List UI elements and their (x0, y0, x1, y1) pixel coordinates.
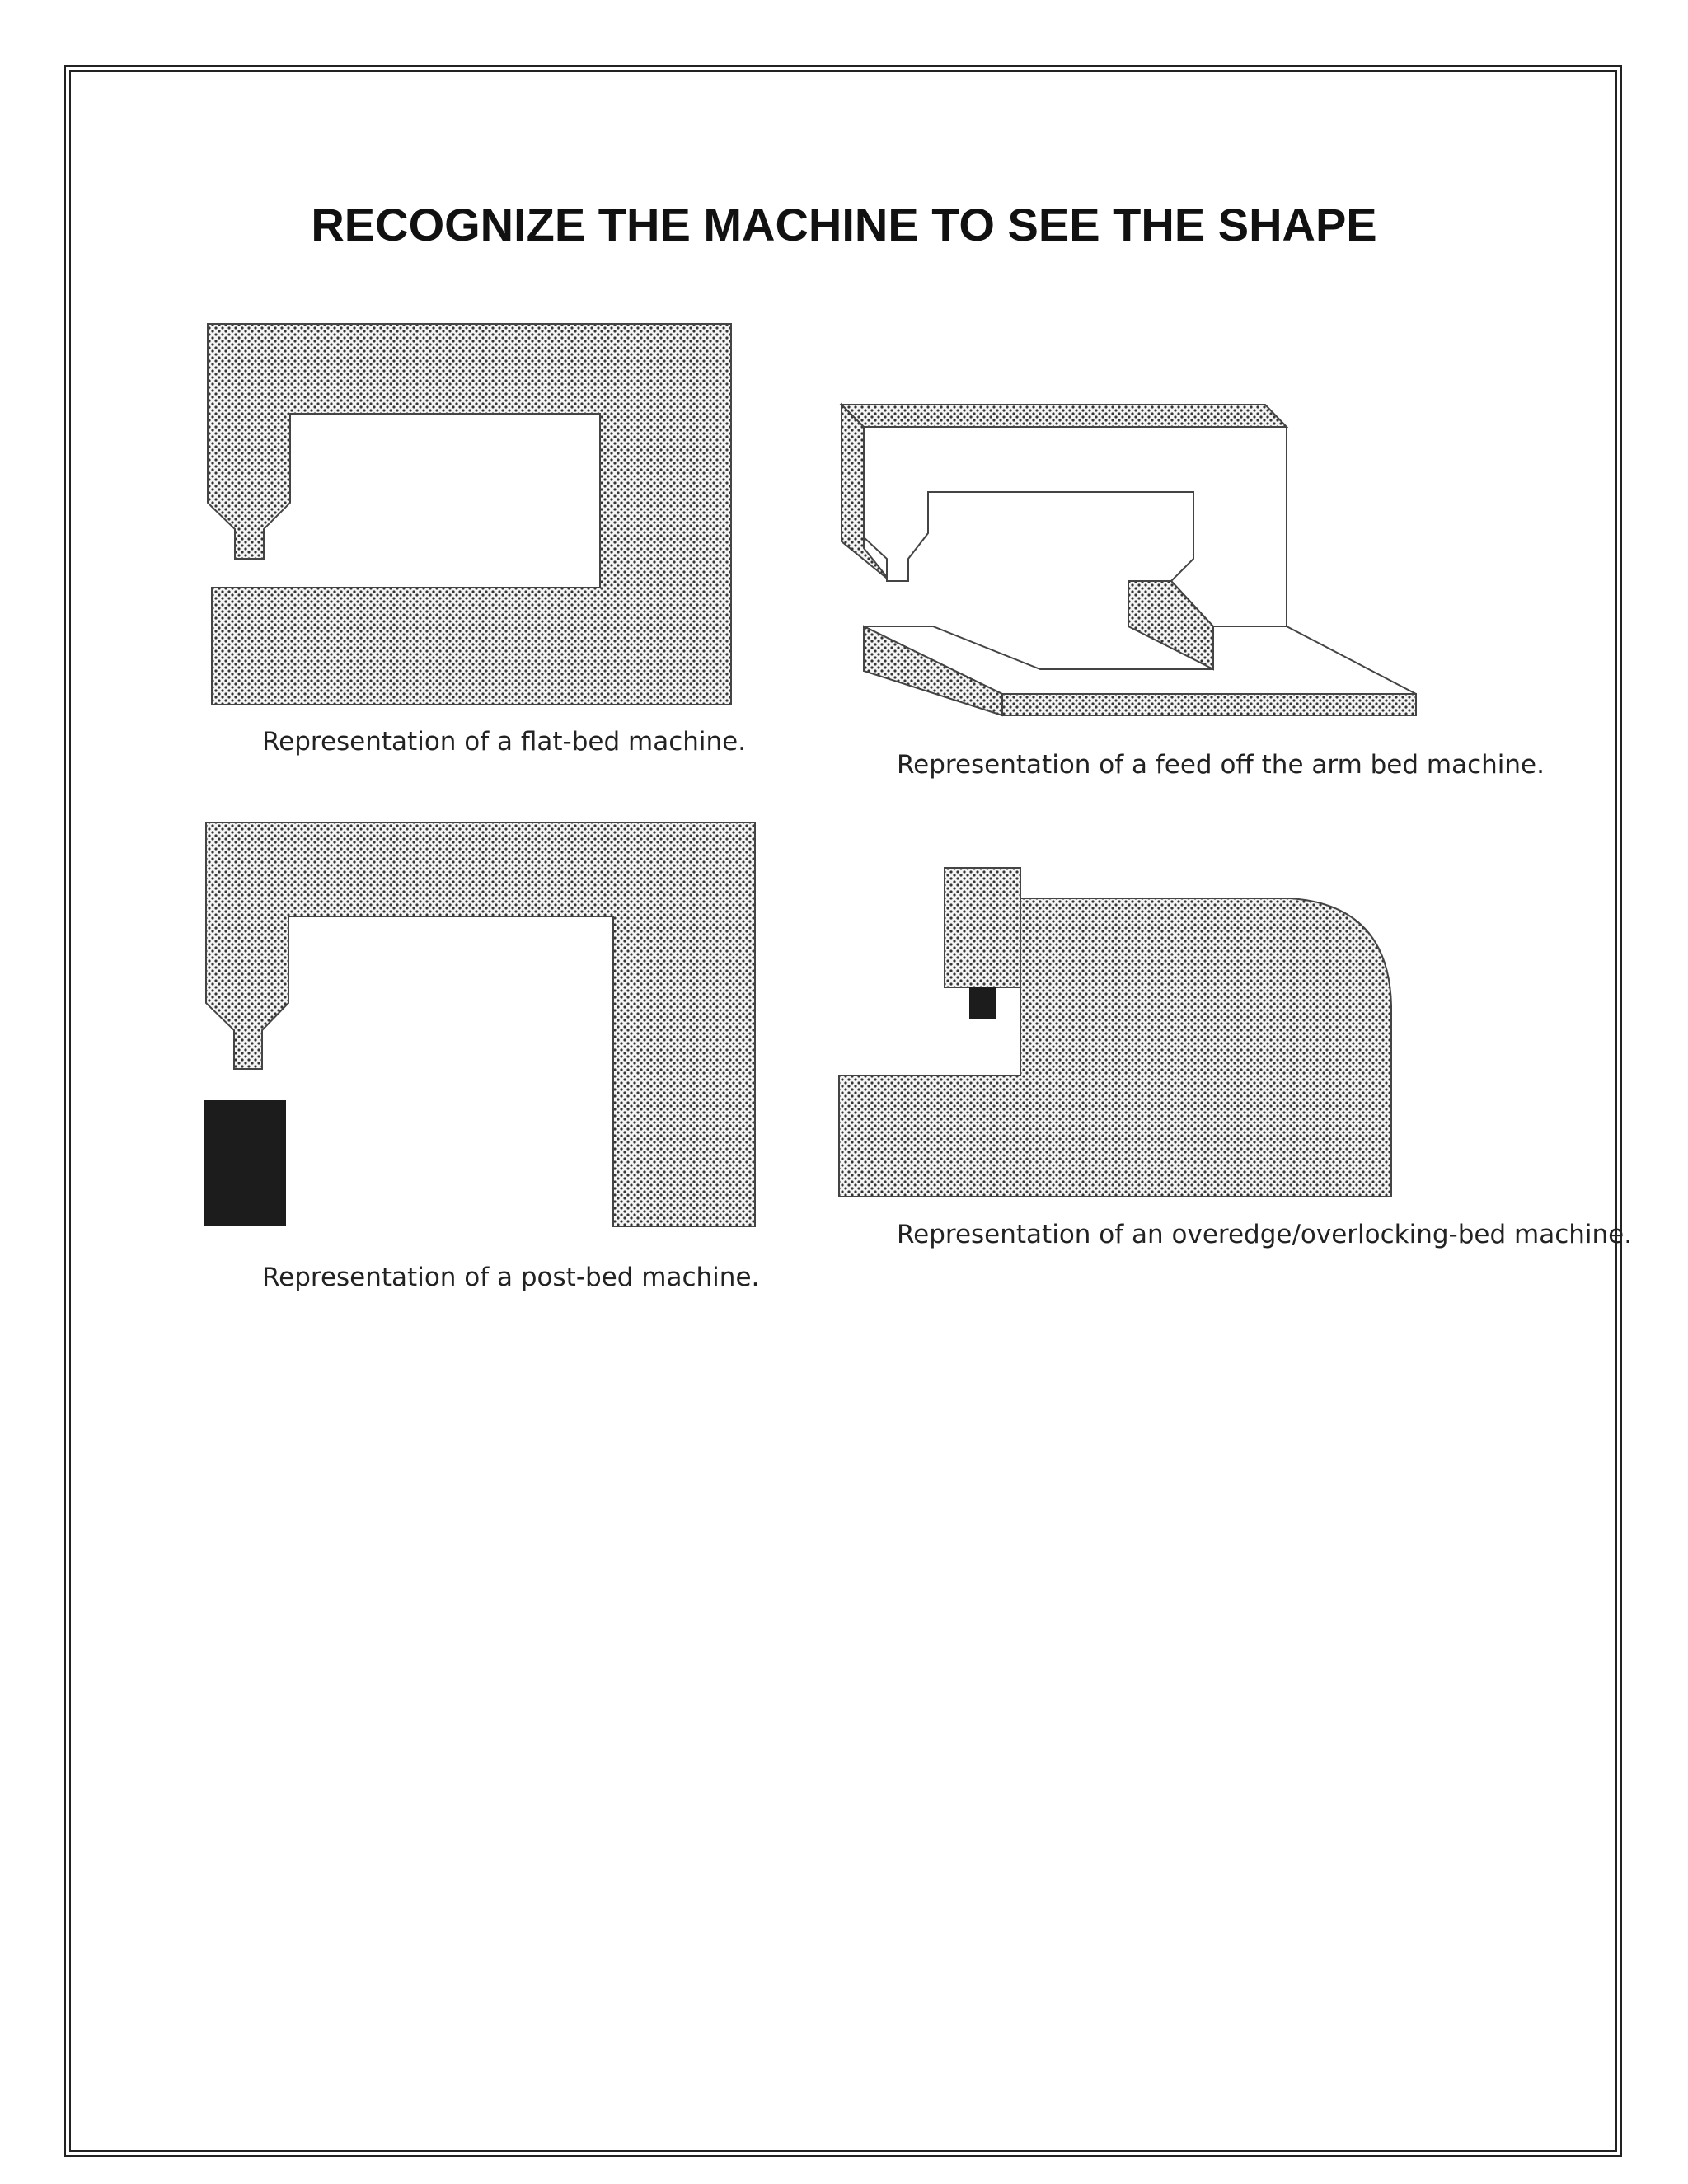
caption-feed-off-arm: Representation of a feed off the arm bed machine. (897, 750, 1545, 780)
overedge-needle-block (969, 987, 996, 1019)
page-title: RECOGNIZE THE MACHINE TO SEE THE SHAPE (311, 199, 1377, 251)
feed-off-arm-base-front (1002, 694, 1416, 715)
feed-off-arm-front-face (864, 427, 1287, 626)
caption-flat-bed: Representation of a flat-bed machine. (262, 727, 747, 757)
flat-bed-machine-diagram (208, 324, 731, 705)
post-bed-machine-diagram (204, 823, 755, 1226)
overedge-body (839, 868, 1391, 1197)
post-bed-arm (206, 823, 755, 1226)
overedge-machine-diagram (839, 868, 1391, 1197)
post-bed-post (204, 1100, 286, 1226)
flat-bed-arm (208, 324, 731, 705)
feed-off-arm-machine-diagram (842, 405, 1416, 715)
feed-off-arm-top-face (842, 405, 1287, 427)
caption-post-bed: Representation of a post-bed machine. (262, 1263, 760, 1292)
caption-overedge: Representation of an overedge/overlocking-bed machine. (897, 1220, 1633, 1249)
